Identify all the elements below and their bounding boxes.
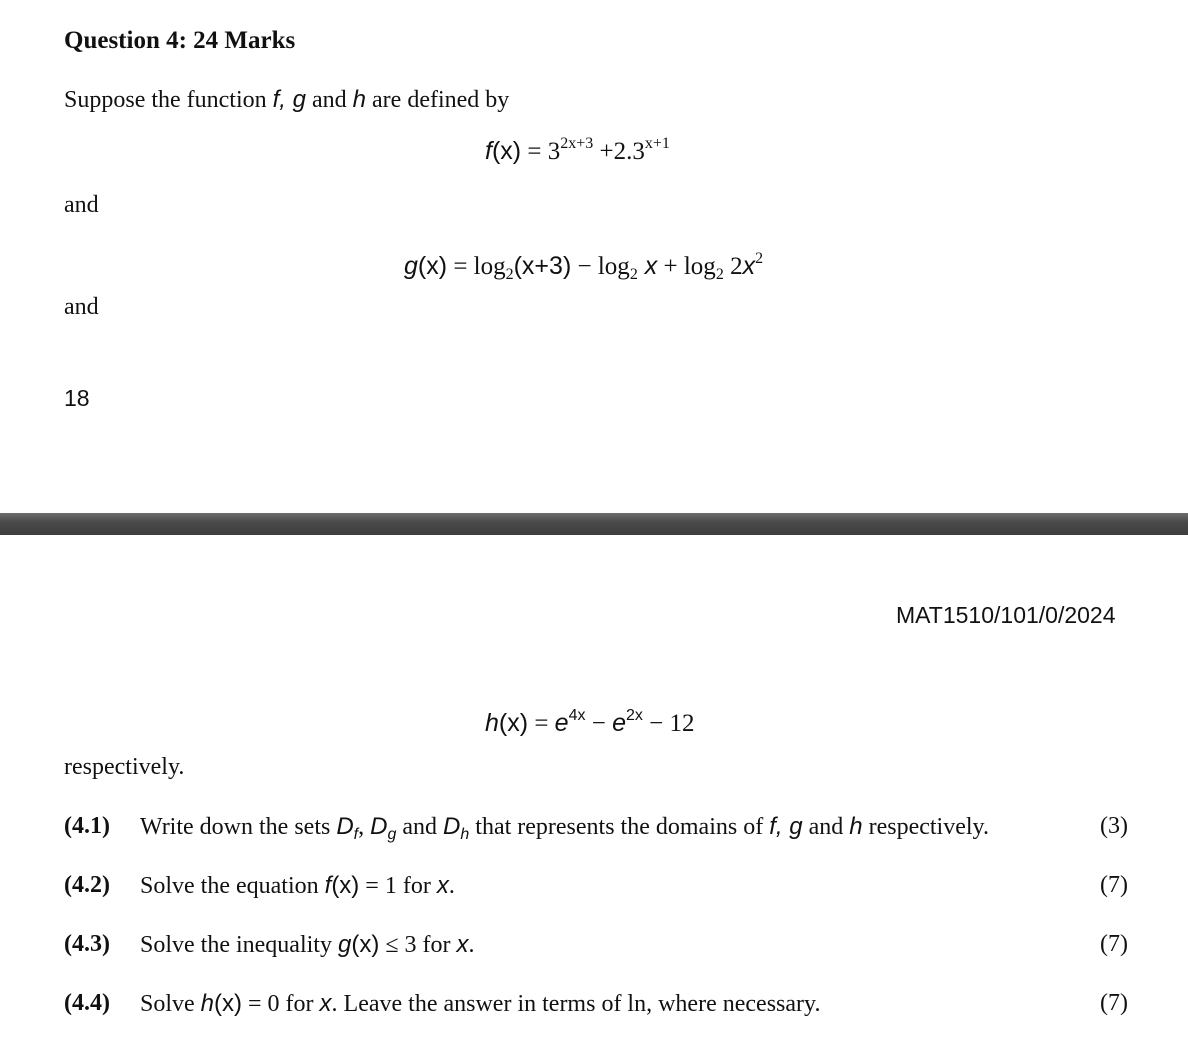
- marks-4-2: (7): [1100, 872, 1128, 898]
- connector-and-2: and: [64, 294, 99, 320]
- question-text-4-3: Solve the inequality g(x) ≤ 3 for x.: [140, 931, 475, 958]
- question-text-4-1: Write down the sets $D_f$, $D_g$ and $D_h$ that represents the domains of f, g and h respectively.: [140, 813, 989, 843]
- intro-sentence: Suppose the function f, g and h are defined by: [64, 86, 510, 113]
- marks-4-3: (7): [1100, 931, 1128, 957]
- marks-4-4: (7): [1100, 990, 1128, 1016]
- question-title: Question 4: 24 Marks: [64, 27, 296, 54]
- question-number-4-1: (4.1): [64, 813, 110, 839]
- question-text-4-4: Solve h(x) = 0 for x. Leave the answer in terms of ln, where necessary.: [140, 990, 821, 1017]
- marks-4-1: (3): [1100, 813, 1128, 839]
- equation-f: $f(x) = 3^{2x+3} +2.3^{x+1}$: [485, 135, 670, 165]
- question-number-4-4: (4.4): [64, 990, 110, 1016]
- connector-and-1: and: [64, 192, 99, 218]
- page-break-divider: [0, 513, 1188, 535]
- document-code: MAT1510/101/0/2024: [896, 602, 1116, 628]
- equation-g: $g(x) = \log_2(x+3) - \log_2 x + \log_2 2x^2$: [404, 250, 764, 283]
- respectively-text: respectively.: [64, 754, 185, 780]
- question-number-4-3: (4.3): [64, 931, 110, 957]
- page-number: 18: [64, 385, 90, 411]
- question-text-4-2: Solve the equation f(x) = 1 for x.: [140, 872, 455, 899]
- equation-h: $h(x) = e^{4x} - e^{2x} - 12$: [485, 707, 695, 737]
- question-number-4-2: (4.2): [64, 872, 110, 898]
